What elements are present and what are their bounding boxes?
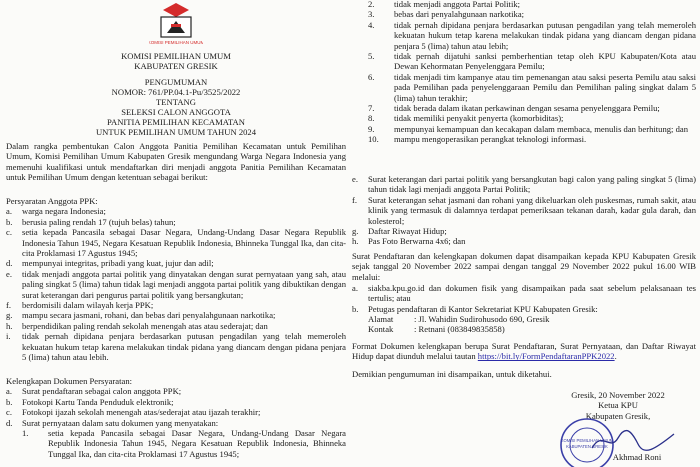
format-paragraph: Format Dokumen kelengkapan berupa Surat Pendaftaran, Surat Pernyataan, dan Daftar Riwayat Hidup dapat diunduh melalui tautan https://bit.ly/FormPendaftaranPPK2022. bbox=[352, 341, 696, 362]
list-item: b. Fotokopi Kartu Tanda Penduduk elektronik; bbox=[6, 396, 174, 407]
org-region: KABUPATEN GRESIK bbox=[134, 61, 218, 71]
list-item: d. mempunyai integritas, pribadi yang kuat, jujur dan adil; bbox=[6, 258, 214, 269]
org-name: KOMISI PEMILIHAN UMUM bbox=[121, 51, 231, 61]
submission-paragraph: Surat Pendaftaran dan kelengkapan dokumen dapat disampaikan kepada KPU Kabupaten Gresik sejak tanggal 20 November 2022 sampai dengan tanggal 29 November 2022 pukul 16.00 WIB melalui: bbox=[352, 251, 696, 282]
documents-list-more bbox=[352, 174, 696, 247]
list-item: c. Fotokopi ijazah sekolah menengah atas/sederajat atau ijazah terakhir; bbox=[6, 407, 261, 418]
list-item: 5. tidak pernah dijatuhi sanksi pemberhentian tetap oleh KPU Kabupaten/Kota atau Dewan Kehormatan Penyelenggara Pemilu; bbox=[368, 51, 696, 72]
signature-scribble-icon bbox=[588, 428, 678, 454]
requirements-heading: Persyaratan Anggota PPK: bbox=[6, 196, 98, 206]
list-item: b. Petugas pendaftaran di Kantor Sekretariat KPU Kabupaten Gresik: bbox=[352, 303, 598, 314]
address-value: : Jl. Wahidin Sudirohusodo 690, Gresik bbox=[414, 314, 550, 324]
contact-row bbox=[368, 324, 696, 334]
doc-subject-3: UNTUK PEMILIHAN UMUM TAHUN 2024 bbox=[95, 127, 257, 137]
list-item: 3. bebas dari penyalahgunaan narkotika; bbox=[368, 9, 525, 20]
list-item: 7. tidak berada dalam ikatan perkawinan dengan sesama penyelenggara Pemilu; bbox=[368, 103, 660, 114]
list-item: 6. tidak menjadi tim kampanye atau tim pemenangan atau saksi peserta Pemilu atau saksi pada Pemilihan pada penyelenggaraan Pemilu dan Pemilihan paling singkat dalam 5 (lima) tahun terakhir; bbox=[368, 71, 696, 103]
list-item: h. Pas Foto Berwarna 4x6; dan bbox=[352, 236, 466, 247]
documents-section bbox=[6, 376, 346, 459]
list-item: e. Surat keterangan dari partai politik yang bersangkutan bagi calon yang paling singkat 5 (lima) tahun tidak lagi menjadi anggota Partai Politik; bbox=[352, 174, 696, 195]
address-row bbox=[368, 314, 696, 324]
closing-sentence: Demikian pengumuman ini disampaikan, untuk diketahui. bbox=[352, 369, 552, 379]
list-item: f. Surat keterangan sehat jasmani dan rohani yang dikeluarkan oleh puskesmas, rumah sakit, atau klinik yang termasuk di dalamnya terdapat pemeriksaan tekanan darah, kadar gula darah, dan kolesterol; bbox=[352, 194, 696, 226]
doc-subject-2: PANITIA PEMILIHAN KECAMATAN bbox=[107, 117, 245, 127]
statements-list-continued bbox=[368, 0, 696, 145]
list-item: a. warga negara Indonesia; bbox=[6, 206, 106, 217]
documents-list bbox=[6, 386, 346, 428]
doc-number: NOMOR: 761/PP.04.1-Pu/3525/2022 bbox=[111, 87, 241, 97]
svg-text:KOMISI PEMILIHAN UMUM: KOMISI PEMILIHAN UMUM bbox=[560, 438, 614, 443]
list-item: a. siakba.kpu.go.id dan dokumen fisik yang disampaikan pada saat sebelum pelaksanaan tes tertulis; atau bbox=[352, 283, 696, 304]
list-item: 2. tidak menjadi anggota Partai Politik; bbox=[368, 0, 521, 9]
doc-subject-1: SELEKSI CALON ANGGOTA bbox=[121, 107, 231, 117]
list-item: g. mampu secara jasmani, rohani, dan bebas dari penyalahgunaan narkotika; bbox=[6, 310, 276, 321]
requirements-list bbox=[6, 206, 346, 362]
list-item: h. berpendidikan paling rendah sekolah menengah atas atau sederajat; dan bbox=[6, 320, 268, 331]
list-item: 10. mampu mengoperasikan perangkat teknologi informasi. bbox=[368, 134, 587, 145]
signature-role-1: Ketua KPU bbox=[598, 400, 638, 411]
address-label: Alamat bbox=[368, 314, 394, 324]
list-item: 8. tidak memiliki penyakit penyerta (komorbiditas); bbox=[368, 113, 564, 124]
list-item: i. tidak pernah dipidana penjara berdasarkan putusan pengadilan yang telah memeroleh kekuatan hukum tetap karena melakukan tindak pidana yang diancam dengan pidana penjara 5 (lima) tahun atau lebih. bbox=[6, 331, 346, 363]
doc-title: PENGUMUMAN bbox=[144, 77, 208, 87]
kpu-logo bbox=[149, 2, 203, 48]
list-item: d. Surat pernyataan dalam satu dokumen yang menyatakan: bbox=[6, 417, 219, 428]
form-download-link[interactable]: https://bit.ly/FormPendaftaranPPK2022 bbox=[477, 351, 615, 362]
svg-text:KOMISI PEMILIHAN UMUM: KOMISI PEMILIHAN UMUM bbox=[149, 40, 203, 45]
kpu-emblem-icon bbox=[149, 2, 203, 48]
signature-role-2: Kabupaten Gresik, bbox=[585, 410, 651, 421]
statements-list-start bbox=[22, 428, 346, 459]
list-item: g. Daftar Riwayat Hidup; bbox=[352, 226, 447, 237]
intro-paragraph: Dalam rangka pembentukan Calon Anggota Panitia Pemilihan Kecamatan untuk Pemilihan Umum, Komisi Pemilihan Umum Kabupaten Gresik mengundang Warga Negara Indonesia yang memenuhi kualifikasi untuk mendaftarkan diri menjadi anggota Panitia Pemilihan Kecamatan untuk Pemilihan Umum dengan ketentuan sebagai berikut: bbox=[6, 141, 346, 183]
documents-heading: Kelengkapan Dokumen Persyaratan: bbox=[6, 376, 132, 386]
list-item: b. berusia paling rendah 17 (tujuh belas) tahun; bbox=[6, 216, 176, 227]
submission-list bbox=[352, 283, 696, 314]
list-item: e. tidak menjadi anggota partai politik yang dinyatakan dengan surat pernyataan yang sah, atau paling singkat 5 (lima) tahun tidak lagi menjadi anggota partai politik yang dibuktikan dengan surat keterangan dari pengurus partai politik yang bersangkutan; bbox=[6, 268, 346, 300]
doc-about: TENTANG bbox=[156, 97, 196, 107]
svg-text:KABUPATEN GRESIK: KABUPATEN GRESIK bbox=[566, 444, 608, 449]
signature-place-date: Gresik, 20 November 2022 bbox=[571, 390, 665, 400]
signatory-name: Akhmad Roni bbox=[612, 452, 662, 462]
requirements-section bbox=[6, 196, 346, 363]
list-item: c. setia kepada Pancasila sebagai Dasar Negara, Undang-Undang Dasar Negara Republik Indonesia Tahun 1945, Negara Kesatuan Republik Indonesia, Bhinneka Tunggal Ika, dan cita-cita Proklamasi 17 Agustus 1945; bbox=[6, 227, 346, 259]
list-item: a. Surat pendaftaran sebagai calon anggota PPK; bbox=[6, 386, 182, 397]
contact-label: Kontak bbox=[368, 324, 394, 334]
list-item: 1. setia kepada Pancasila sebagai Dasar Negara, Undang-Undang Dasar Negara Republik Indonesia Tahun 1945, Negara Kesatuan Republik Indonesia, Bhinneka Tunggal Ika, dan cita-cita Proklamasi 17 Agustus 1945; bbox=[22, 428, 346, 459]
contact-value: : Retnani (083849835858) bbox=[414, 324, 505, 334]
list-item: f. berdomisili dalam wilayah kerja PPK; bbox=[6, 300, 154, 311]
list-item: 4. tidak pernah dipidana penjara berdasarkan putusan pengadilan yang telah memeroleh kekuatan hukum tetap karena melakukan tindak pidana yang diancam dengan pidana penjara 5 (lima) tahun atau lebih; bbox=[368, 19, 696, 51]
list-item: 9. mempunyai kemampuan dan kecakapan dalam membaca, menulis dan berhitung; dan bbox=[368, 123, 688, 134]
